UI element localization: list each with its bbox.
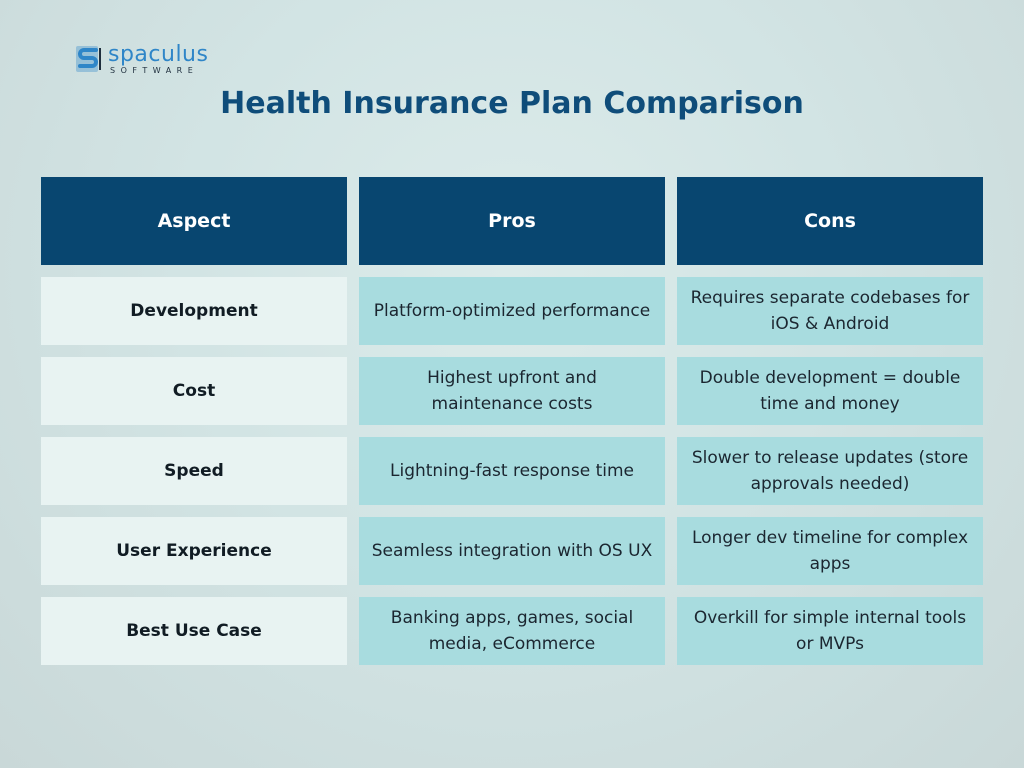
header-cons: Cons — [677, 177, 983, 265]
cons-cell: Slower to release updates (store approvals needed) — [677, 437, 983, 505]
table-row — [41, 597, 983, 665]
aspect-cell: Cost — [41, 357, 347, 425]
aspect-cell: Best Use Case — [41, 597, 347, 665]
logo-name: spaculus — [108, 42, 209, 67]
table-row — [41, 437, 983, 505]
cons-cell: Requires separate codebases for iOS & Android — [677, 277, 983, 345]
aspect-cell: Development — [41, 277, 347, 345]
logo — [76, 44, 208, 78]
spaculus-s-logo-icon — [76, 44, 104, 74]
header-pros: Pros — [359, 177, 665, 265]
header-aspect: Aspect — [41, 177, 347, 265]
pros-cell: Seamless integration with OS UX — [359, 517, 665, 585]
logo-subtitle: SOFTWARE — [110, 66, 199, 75]
pros-cell: Platform-optimized performance — [359, 277, 665, 345]
table-header-row — [41, 177, 983, 265]
cons-cell: Longer dev timeline for complex apps — [677, 517, 983, 585]
comparison-table — [41, 177, 983, 677]
pros-cell: Lightning-fast response time — [359, 437, 665, 505]
table-row — [41, 277, 983, 345]
page-title: Health Insurance Plan Comparison — [220, 86, 804, 121]
pros-cell: Highest upfront and maintenance costs — [359, 357, 665, 425]
aspect-cell: User Experience — [41, 517, 347, 585]
cons-cell: Double development = double time and money — [677, 357, 983, 425]
table-row — [41, 517, 983, 585]
aspect-cell: Speed — [41, 437, 347, 505]
cons-cell: Overkill for simple internal tools or MVPs — [677, 597, 983, 665]
table-row — [41, 357, 983, 425]
pros-cell: Banking apps, games, social media, eCommerce — [359, 597, 665, 665]
